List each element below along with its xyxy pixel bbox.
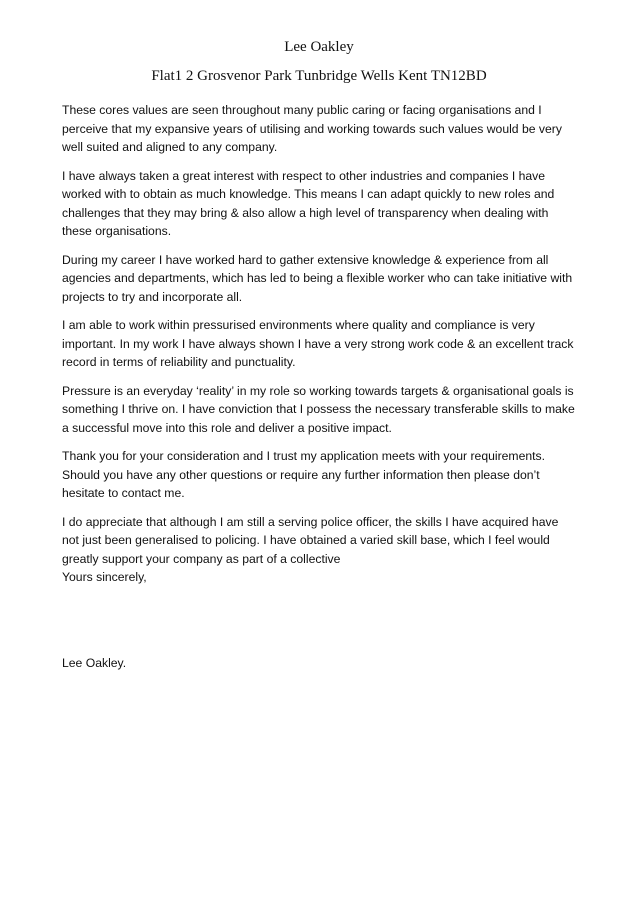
- paragraph-career: During my career I have worked hard to gather extensive knowledge & experience from all agencies and departments, which has led to being a flexible worker who can take initiative with projects to try and incorporate all.: [62, 252, 573, 304]
- paragraph-pressurised-environments: I am able to work within pressurised environments where quality and compliance is very important. In my work I have always shown I have a very strong work code & an excellent track record in terms of reliability and punctuality.: [62, 318, 574, 369]
- letter-body: [62, 101, 578, 578]
- paragraph-core-values: These cores values are seen throughout many public caring or facing organisations and I perceive that my expansive years of utilising and working towards such values would be very well suited and aligned to any company.: [62, 103, 562, 154]
- paragraph-appreciation: I do appreciate that although I am still a serving police officer, the skills I have acquired have not just been generalised to policing. I have obtained a varied skill base, which I feel would greatly support your company as part of a collective: [62, 514, 559, 566]
- paragraph-interest: I have always taken a great interest with respect to other industries and companies I have worked with to obtain as much knowledge. This means I can adapt quickly to new roles and challenges that they may bring & also allow a high level of transparency when dealing with these organisations.: [62, 168, 555, 238]
- paragraph-thank-you: Thank you for your consideration and I trust my application meets with your requirements. Should you have any other questions or require any further information then please don’t hesitate to contact me.: [62, 449, 545, 500]
- paragraph-pressure: Pressure is an everyday ‘reality’ in my role so working towards targets & organisational goals is something I thrive on. I have conviction that I possess the necessary transferable skills to make a successful move into this role and deliver a positive impact.: [62, 383, 575, 435]
- sender-name: Lee Oakley: [284, 39, 354, 55]
- signature-name: Lee Oakley.: [62, 656, 127, 670]
- sender-address: Flat1 2 Grosvenor Park Tunbridge Wells Kent TN12BD: [151, 68, 487, 84]
- closing-line: Yours sincerely,: [62, 570, 147, 584]
